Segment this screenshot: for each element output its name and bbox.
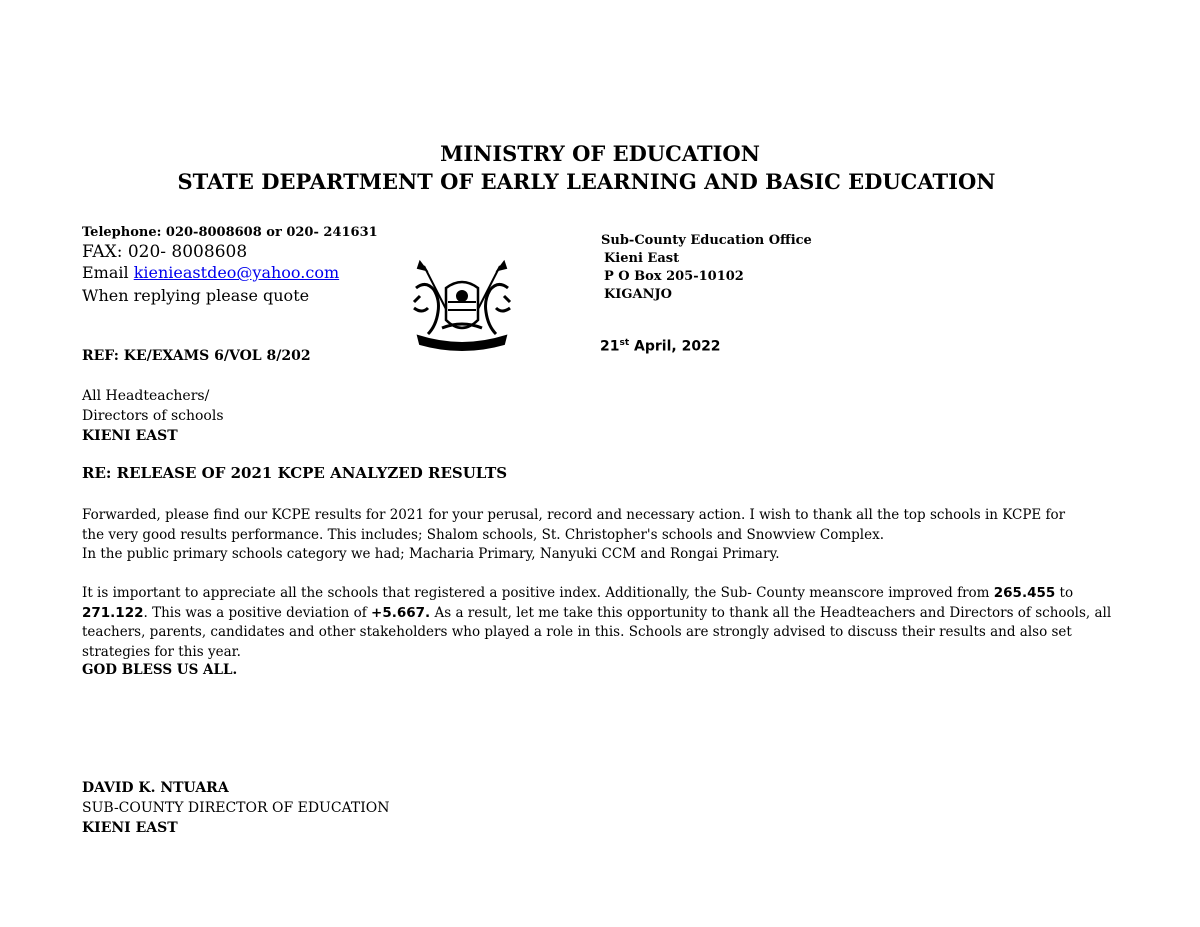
meanscore-new: 271.122 xyxy=(82,604,144,621)
reference-number: REF: KE/EXAMS 6/VOL 8/202 xyxy=(82,348,311,364)
department-heading: STATE DEPARTMENT OF EARLY LEARNING AND BASIC EDUCATION xyxy=(177,169,996,194)
email-line xyxy=(82,263,339,282)
fax-line: FAX: 020- 8008608 xyxy=(82,242,248,262)
body-text: As a result, let me take this opportunity to thank all the Headteachers and Directors of schools, all teachers, parents, candidates and other stakeholders who played a role in this. Schools are strongly advised to discuss their results and also set strategies for this year. xyxy=(82,604,1112,660)
signatory-title: SUB-COUNTY DIRECTOR OF EDUCATION xyxy=(82,800,390,816)
signatory-name: DAVID K. NTUARA xyxy=(82,780,229,796)
body-text: It is important to appreciate all the schools that registered a positive index. Additionally, the Sub- County meanscore improved from xyxy=(82,585,994,601)
body-line: In the public primary schools category we had; Macharia Primary, Nanyuki CCM and Rongai Primary. xyxy=(82,546,780,562)
closing-line: GOD BLESS US ALL. xyxy=(82,662,238,678)
office-line: P O Box 205-10102 xyxy=(604,269,744,284)
addressee-line: Directors of schools xyxy=(82,408,224,424)
signature-block xyxy=(82,778,390,838)
office-address xyxy=(601,232,812,304)
addressee-block xyxy=(82,386,224,446)
office-line: Sub-County Education Office xyxy=(601,233,812,248)
subject-line: RE: RELEASE OF 2021 KCPE ANALYZED RESULTS xyxy=(82,464,508,482)
body-line: Forwarded, please find our KCPE results for 2021 for your perusal, record and necessary action. I wish to thank all the top schools in KCPE for xyxy=(82,507,1066,523)
signatory-place: KIENI EAST xyxy=(82,820,178,836)
ministry-heading: MINISTRY OF EDUCATION xyxy=(440,141,760,166)
email-label: Email xyxy=(82,263,134,282)
telephone-line: Telephone: 020-8008608 or 020- 241631 xyxy=(82,225,378,240)
body-text: . This was a positive deviation of xyxy=(143,604,372,621)
body-text: to xyxy=(1055,585,1074,601)
date-rest: April, 2022 xyxy=(629,338,721,355)
kenya-coat-of-arms-icon xyxy=(402,258,522,358)
date-day: 21 xyxy=(600,338,620,355)
body-paragraph-1 xyxy=(82,506,1122,565)
email-link[interactable]: kienieastdeo@yahoo.com xyxy=(133,263,340,282)
body-paragraph-2 xyxy=(82,584,1122,662)
addressee-line: All Headteachers/ xyxy=(82,388,210,404)
body-line: the very good results performance. This includes; Shalom schools, St. Christopher's schools and Snowview Complex. xyxy=(82,526,885,543)
deviation-value: +5.667. xyxy=(371,604,431,621)
office-line: Kieni East xyxy=(604,251,680,266)
addressee-line: KIENI EAST xyxy=(82,428,178,444)
reply-quote-line: When replying please quote xyxy=(82,286,310,305)
office-line: KIGANJO xyxy=(604,287,672,302)
date-suffix: st xyxy=(619,338,630,348)
letter-date xyxy=(600,338,721,355)
meanscore-old: 265.455 xyxy=(993,585,1056,601)
